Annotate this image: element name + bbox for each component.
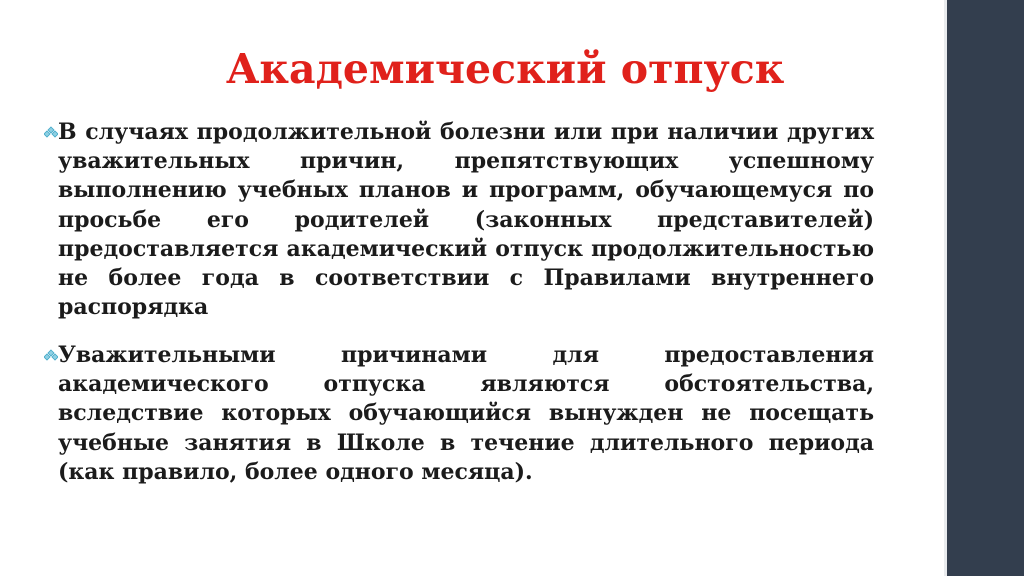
slide-title: Академический отпуск — [226, 45, 785, 93]
bullet-text: Уважительными причинами для предоставления академического отпуска являются обстоятельства, вследствие которых обучающийся вынужден не посещать учебные занятия в Школе в течение длительного периода (как правило, более одного месяца). — [58, 342, 874, 485]
bullet-text: В случаях продолжительной болезни или при наличии других уважительных причин, препятствующих успешному выполнению учебных планов и программ, обучающемуся по просьбе его родителей (законных представителей) предоставляется академический отпуск продолжительностью не более года в соответствии с Правилами внутреннего распорядка — [58, 119, 874, 321]
diamond-bullet-icon — [44, 126, 58, 140]
side-bar — [947, 0, 1024, 576]
diamond-bullet-icon — [44, 349, 58, 363]
bullet-item — [44, 341, 874, 487]
bullet-item — [44, 118, 874, 322]
